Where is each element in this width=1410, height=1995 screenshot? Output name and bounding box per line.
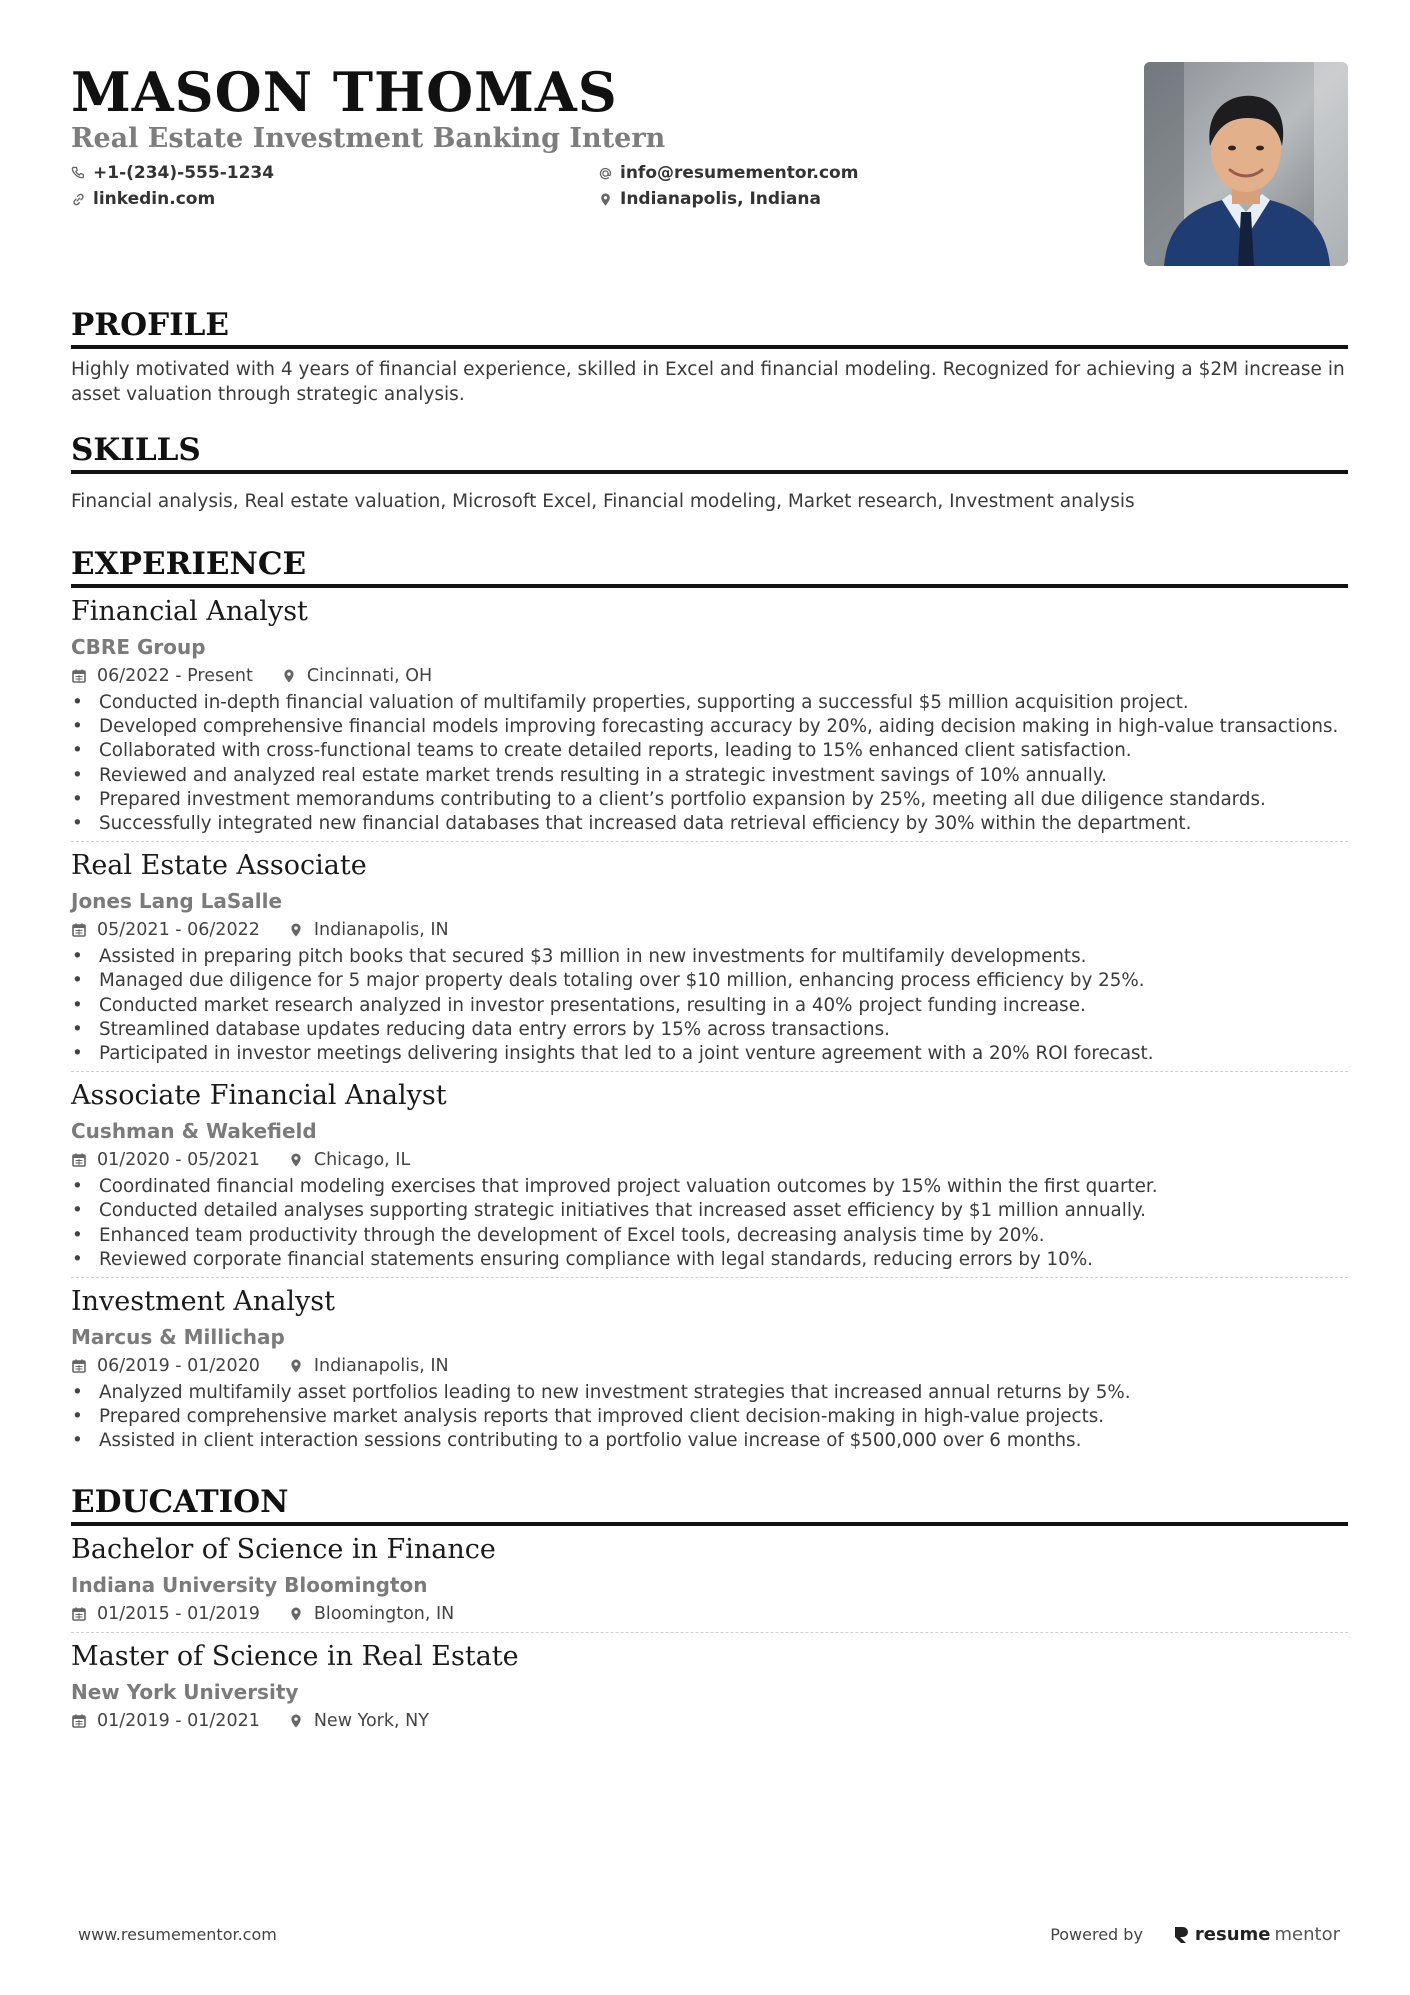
job-bullets [71,1381,1348,1454]
degree-title: Master of Science in Real Estate [71,1640,519,1672]
phone-icon [71,166,86,181]
experience-entry [71,842,1348,1072]
education-entry [71,1633,1348,1739]
location-text: Indianapolis, Indiana [620,189,821,209]
job-role: Financial Analyst [71,596,308,627]
job-dates: 05/2021 - 06/2022 [71,917,260,943]
bullet-item: • Successfully integrated new financial databases that increased data retrieval efficiency by 30% within the department. [71,812,1348,836]
email-link[interactable]: info@resumementor.com [620,163,859,183]
website-link[interactable]: linkedin.com [93,189,216,209]
portrait-illustration [1144,62,1348,266]
contact-email[interactable] [598,162,998,184]
calendar-icon [71,922,87,938]
calendar-icon [71,1713,87,1729]
bullet-item: • Participated in investor meetings delivering insights that led to a joint venture agreement with a 20% ROI forecast. [71,1042,1348,1066]
job-location: Indianapolis, IN [288,917,449,943]
job-company: Marcus & Millichap [71,1325,285,1350]
education-entry [71,1526,1348,1633]
contact-website[interactable] [71,188,598,210]
at-icon [598,166,613,181]
education-heading: EDUCATION [71,1483,1348,1526]
job-meta [71,663,1348,689]
resume-page [71,60,1348,1739]
job-meta [71,1353,1348,1379]
bullet-item: • Developed comprehensive financial models improving forecasting accuracy by 20%, aiding decision making in high-value transactions. [71,715,1348,739]
bullet-item: • Prepared comprehensive market analysis reports that improved client decision-making in high-value projects. [71,1405,1348,1429]
job-company: Cushman & Wakefield [71,1119,317,1144]
resume-header [71,60,1348,290]
contact-phone [71,162,598,184]
footer-website[interactable]: www.resumementor.com [78,1925,277,1944]
experience-entry [71,588,1348,842]
profile-text: Highly motivated with 4 years of financial experience, skilled in Excel and financial modeling. Recognized for achieving a $2M increase in asset valuation through strategic analysis. [71,359,1345,405]
location-pin-icon [288,1152,304,1168]
powered-by [1050,1924,1340,1945]
calendar-icon [71,1606,87,1622]
experience-heading: EXPERIENCE [71,545,1348,588]
bullet-item: • Reviewed and analyzed real estate market trends resulting in a strategic investment savings of 10% annually. [71,764,1348,788]
bullet-item: • Assisted in preparing pitch books that secured $3 million in new investments for multifamily developments. [71,945,1348,969]
profile-section [71,306,1348,407]
job-role: Real Estate Associate [71,850,367,882]
job-bullets [71,1175,1348,1272]
profile-heading: PROFILE [71,306,1348,349]
job-role: Investment Analyst [71,1286,335,1318]
education-meta [71,1708,1348,1734]
bullet-item: • Collaborated with cross-functional teams to create detailed reports, leading to 15% enhanced client satisfaction. [71,739,1348,763]
education-dates: 01/2015 - 01/2019 [71,1601,260,1627]
skills-heading: SKILLS [71,431,1348,474]
location-pin-icon [288,1713,304,1729]
job-meta [71,917,1348,943]
job-location: Chicago, IL [288,1147,410,1173]
resumementor-logo-icon [1173,1925,1191,1945]
bullet-item: • Conducted detailed analyses supporting strategic initiatives that increased asset efficiency by $1 million annually. [71,1199,1348,1223]
experience-section [71,545,1348,1459]
job-role: Associate Financial Analyst [71,1080,447,1112]
education-dates: 01/2019 - 01/2021 [71,1708,260,1734]
calendar-icon [71,668,87,684]
location-pin-icon [288,1358,304,1374]
bullet-item: • Assisted in client interaction sessions contributing to a portfolio value increase of $500,000 over 6 months. [71,1429,1348,1453]
bullet-item: • Reviewed corporate financial statements ensuring compliance with legal standards, reducing errors by 10%. [71,1248,1348,1272]
powered-by-label: Powered by [1050,1925,1143,1944]
school-name: New York University [71,1679,299,1704]
education-location: New York, NY [288,1708,429,1734]
bullet-item: • Conducted in-depth financial valuation of multifamily properties, supporting a successful $5 million acquisition project. [71,691,1348,715]
phone-text: +1-(234)-555-1234 [93,163,275,183]
page-footer [78,1924,1340,1945]
bullet-item: • Enhanced team productivity through the development of Excel tools, decreasing analysis time by 20%. [71,1224,1348,1248]
job-bullets [71,945,1348,1066]
location-pin-icon [281,668,297,684]
bullet-item: • Managed due diligence for 5 major property deals totaling over $10 million, enhancing process efficiency by 25%. [71,969,1348,993]
job-dates: 06/2019 - 01/2020 [71,1353,260,1379]
candidate-title: Real Estate Investment Banking Intern [71,123,666,154]
calendar-icon [71,1152,87,1168]
education-section [71,1483,1348,1739]
job-meta [71,1147,1348,1173]
location-pin-icon [598,192,613,207]
job-dates: 06/2022 - Present [71,663,253,689]
job-bullets [71,691,1348,836]
job-company: CBRE Group [71,635,206,659]
bullet-item: • Prepared investment memorandums contributing to a client’s portfolio expansion by 25%, meeting all due diligence standards. [71,788,1348,812]
job-company: Jones Lang LaSalle [71,889,283,914]
contact-location [598,188,998,210]
bullet-item: • Streamlined database updates reducing data entry errors by 15% across transactions. [71,1018,1348,1042]
experience-entry [71,1278,1348,1459]
experience-entry [71,1072,1348,1278]
link-icon [71,192,86,207]
degree-title: Bachelor of Science in Finance [71,1533,496,1565]
bullet-item: • Analyzed multifamily asset portfolios leading to new investment strategies that increased annual returns by 5%. [71,1381,1348,1405]
job-location: Indianapolis, IN [288,1353,449,1379]
location-pin-icon [288,1606,304,1622]
education-meta [71,1601,1348,1627]
skills-text: Financial analysis, Real estate valuation, Microsoft Excel, Financial modeling, Market research, Investment analysis [71,491,1135,512]
profile-photo [1144,62,1348,266]
education-location: Bloomington, IN [288,1601,454,1627]
school-name: Indiana University Bloomington [71,1572,428,1597]
candidate-name: MASON THOMAS [71,60,618,124]
skills-section [71,431,1348,514]
bullet-item: • Coordinated financial modeling exercises that improved project valuation outcomes by 15% within the first quarter. [71,1175,1348,1199]
calendar-icon [71,1358,87,1374]
bullet-item: • Conducted market research analyzed in investor presentations, resulting in a 40% project funding increase. [71,994,1348,1018]
location-pin-icon [288,922,304,938]
brand-logo[interactable]: resume mentor [1173,1924,1340,1945]
job-dates: 01/2020 - 05/2021 [71,1147,260,1173]
job-location: Cincinnati, OH [281,663,432,689]
